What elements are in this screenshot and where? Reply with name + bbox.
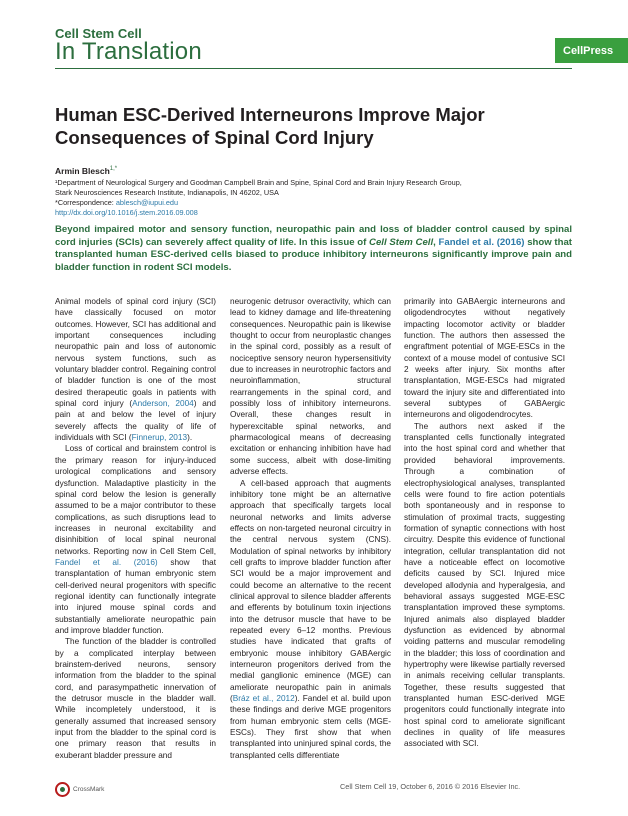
ref-link-anderson[interactable]: Anderson, 2004 <box>132 399 194 409</box>
abstract-part-3: show that transplanted human ESC-derived cells biased to produce inhibitory interneurons significantly improve pain and bladder function in rodent SCI models. <box>55 236 573 273</box>
body-column-1 <box>55 296 216 761</box>
crossmark-badge[interactable] <box>55 782 104 797</box>
affiliation-line-2: Stark Neurosciences Research Institute, Indianapolis, IN 46202, USA <box>55 188 279 197</box>
abstract-part-2: , <box>433 236 439 248</box>
body-column-3 <box>404 296 565 750</box>
author-line <box>55 166 117 176</box>
abstract-part-1: Beyond impaired motor and sensory function, neuropathic pain and loss of bladder control caused by spinal cord injuries (SCIs) can severely affect quality of life. In this issue of <box>55 224 572 248</box>
text-run: ). <box>187 433 193 443</box>
ref-link-finnerup[interactable]: Finnerup, 2013 <box>131 433 188 443</box>
correspondence-email-link[interactable]: ablesch@iupui.edu <box>115 198 179 207</box>
abstract-journal: Cell Stem Cell <box>369 236 434 248</box>
paragraph: primarily into GABAergic interneurons and oligodendrocytes without negatively impacting locomotor activity or bladder function. The authors then assessed the engraftment potential of MGE-ESCs in the context of a mouse model of contusive SCI 2 weeks after injury. Six months after transplantation, MGE-ESCs had migrated toward the injury site and differentiated into several subtypes of GABAergic interneurons and oligodendrocytes. <box>404 297 565 420</box>
crossmark-label: CrossMark <box>73 786 105 793</box>
affiliation-block <box>55 178 525 218</box>
ref-link-fandel[interactable]: Fandel et al. (2016) <box>55 557 158 567</box>
doi-link[interactable]: http://dx.doi.org/10.1016/j.stem.2016.09.008 <box>55 208 198 217</box>
text-run: show that transplantation of human embryonic stem cell-derived neural progenitors with specific regional identity can functionally integrate into injured mouse spinal cords and substantially ameliorate neuropathic pain and improve bladder function. <box>55 557 216 635</box>
paragraph: The function of the bladder is controlled by a complicated interplay between brainstem-derived neurons, sensory information from the bladder to the spinal cord, and parasympathetic innervation of the detrusor muscle in the bladder wall. While incompletely understood, it is generally assumed that increased sensory input from the bladder to the spinal cord is one primary reason that results in exuberant bladder pressure and <box>55 637 216 760</box>
text-run: Animal models of spinal cord injury (SCI) have classically focused on motor outcomes. However, SCI has additional and important consequences including neuropathic pain and loss of autonomic nervous system functions, such as voluntary bladder control. Regaining control of bladder function is one of the most desired therapeutic goals in patients with spinal cord injury ( <box>55 297 216 409</box>
text-run: ). Fandel et al. build upon these findings and derive MGE progenitors from human embryonic stem cells (MGE-ESCs). They first show that when transplanted into uninjured spinal cords, the transplanted cells differentiate <box>230 694 391 760</box>
paragraph <box>55 296 216 443</box>
cellpress-logo: CellPress <box>555 38 628 63</box>
correspondence <box>55 198 525 208</box>
author-marks: 1,* <box>109 166 118 173</box>
text-run: Loss of cortical and brainstem control is the primary reason for injury-induced urological complications and sensory dysfunction. Maladaptive plasticity in the spinal cord below the lesion is generally assumed to be a major contributor to these complications, as such disruptions lead to increases in neuronal excitability and disinhibition of local spinal neuronal networks. Reporting now in Cell Stem Cell, <box>55 444 216 556</box>
paragraph: neurogenic detrusor overactivity, which can lead to kidney damage and life-threatening consequences. Neuropathic pain is likewise thought to occur from neuroplastic changes in the spinal cord, possibly as a result of nociceptive sensory neuron hypersensitivity due to increases in neurotrophic factors and neuroinflammation, structural rearrangements in the spinal cord, and possibly loss of inhibitory interneurons. Overall, these changes result in hyperexcitable spinal networks, and pharmacological means of decreasing excitation or enhancing inhibition have had some success, albeit with dose-limiting adverse effects. <box>230 297 391 477</box>
paragraph <box>230 478 391 762</box>
paragraph: The authors next asked if the transplanted cells functionally integrated into the host spinal cord and whether that provided behavioral improvements. Through a combination of electrophysiological analyses, transplanted cells were found to fire action potentials both spontaneously and in response to stimulation of proximal tracts, suggesting formation of synaptic connections with host circuitry. Despite this evidence of functional integration, cellular transplantation did not have a noticeable effect on locomotive deficits caused by SCI. Injured mice developed allodynia and hyperalgesia, and behavioral assays suggested MGE-ESC transplantation improved these symptoms. Injured animals also displayed bladder dysfunction as evidenced by abnormal voiding patterns and muscular remodeling in the bladder; this loss of coordination and hypertrophy were likewise partially reversed in animals receiving cellular transplants. Together, these results suggested that transplanted human ESC-derived MGE progenitors could functionally integrate into host spinal cord to ameliorate significant declines in quality of life measures associated with SCI. <box>404 421 565 749</box>
correspondence-label: *Correspondence: <box>55 198 116 207</box>
section-title: In Translation <box>55 38 202 65</box>
affiliation-line-1: ¹Department of Neurological Surgery and Goodman Campbell Brain and Spine, Spinal Cord and Brain Injury Research Group, <box>55 178 462 187</box>
header-rule <box>55 68 572 69</box>
author-name: Armin Blesch <box>55 166 110 176</box>
crossmark-icon <box>55 782 70 797</box>
body-column-2 <box>230 296 391 761</box>
abstract-ref-link[interactable]: Fandel et al. (2016) <box>438 236 525 248</box>
paragraph <box>55 443 216 636</box>
text-run: ) and pain at and below the level of injury severely affects the quality of life of individuals with SCI ( <box>55 399 216 443</box>
abstract <box>55 224 572 274</box>
ref-link-braz[interactable]: Bráz et al., 2012 <box>232 694 295 704</box>
article-title: Human ESC-Derived Interneurons Improve Major Consequences of Spinal Cord Injury <box>55 104 485 148</box>
text-run: A cell-based approach that augments inhibitory tone might be an alternative approach that specifically targets local neuronal networks and limits adverse effects on non-targeted neuronal circuitry in the central nervous system (CNS). Modulation of spinal networks by inhibitory cell grafts to improve bladder function after SCI would be a major improvement and could become an alternative to the recent clinical approval to silence bladder afferents and efferents by botulinum toxin injections into the detrusor muscle that have to be repeated every 6–12 months. Previous studies have indicated that grafts of embryonic mouse inhibitory GABAergic interneuron progenitors derived from the medial ganglionic eminence (MGE) can ameliorate neuropathic pain in animals ( <box>230 478 391 704</box>
journal-name: Cell Stem Cell <box>55 26 142 41</box>
footer-citation: Cell Stem Cell 19, October 6, 2016 © 2016 Elsevier Inc. <box>340 782 521 791</box>
